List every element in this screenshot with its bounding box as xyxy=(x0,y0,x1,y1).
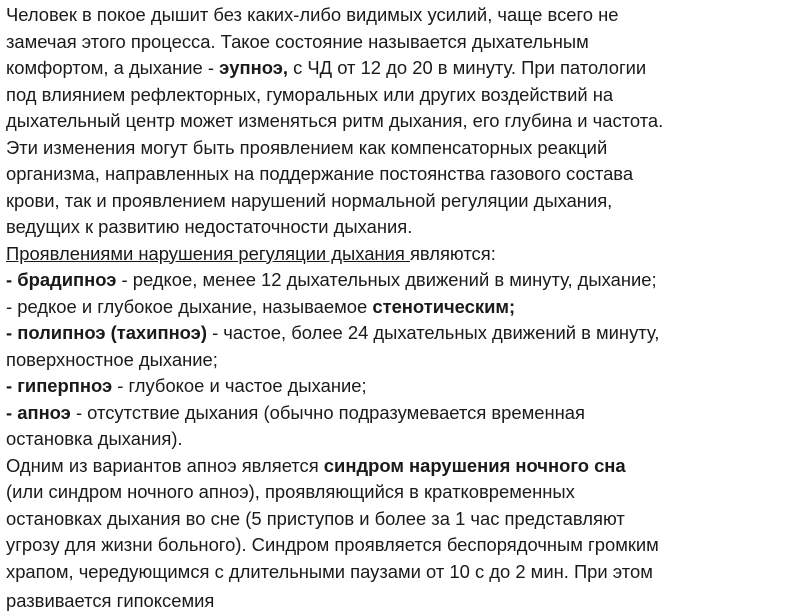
text-segment: - глубокое и частое дыхание; xyxy=(112,375,367,396)
term-polypnea: - полипноэ (тахипноэ) xyxy=(6,322,207,343)
text-segment: - отсутствие дыхания (обычно подразумевается временная xyxy=(70,401,585,423)
text-segment: комфортом, а дыхание - xyxy=(6,57,220,78)
text-line: замечая этого процесса. Такое состояние называется дыхательным xyxy=(6,30,589,52)
text-line: остановках дыхания во сне (5 приступов и более за 1 час представляют xyxy=(6,507,625,529)
text-line: под влиянием рефлекторных, гуморальных или других воздействий на xyxy=(6,83,614,105)
text-line: Человек в покое дышит без каких-либо видимых усилий, чаще всего не xyxy=(6,4,619,25)
document-body xyxy=(6,2,796,585)
text-segment: - редкое, менее 12 дыхательных движений в минуту, дыхание; xyxy=(116,269,657,290)
term-hyperpnea: - гиперпноэ xyxy=(6,375,113,396)
text-line: остановка дыхания). xyxy=(6,428,183,449)
text-line xyxy=(6,453,796,480)
cut-off-line xyxy=(6,588,796,615)
text-line: дыхательный центр может изменяться ритм дыхания, его глубина и частота. xyxy=(6,110,664,131)
text-line: поверхностное дыхание; xyxy=(6,348,218,370)
section-heading: Проявлениями нарушения регуляции дыхания xyxy=(6,242,410,264)
list-item-apnea xyxy=(6,400,796,427)
section-heading-tail: являются: xyxy=(409,242,496,264)
list-item-stenotic xyxy=(6,294,796,321)
text-line: развивается гипоксемия xyxy=(6,590,215,611)
text-line: крови, так и проявлением нарушений нормальной регуляции дыхания, xyxy=(6,189,613,211)
list-item-polypnea xyxy=(6,320,796,347)
term-stenotic: стенотическим; xyxy=(372,295,516,317)
term-eupnea: эупноэ, xyxy=(219,57,288,78)
text-line: Эти изменения могут быть проявлением как компенсаторных реакций xyxy=(6,136,608,158)
term-bradypnea: - брадипноэ xyxy=(6,269,117,290)
text-segment: - частое, более 24 дыхательных движений в минуту, xyxy=(206,322,660,343)
text-line: храпом, чередующимся с длительными паузами от 10 с до 2 мин. При этом xyxy=(6,560,653,582)
term-apnea: - апноэ xyxy=(6,401,71,423)
list-item-hyperpnea xyxy=(6,373,796,400)
text-segment: с ЧД от 12 до 20 в минуту. При патологии xyxy=(287,57,647,78)
text-line: организма, направленных на поддержание постоянства газового состава xyxy=(6,163,634,184)
term-sleep-apnea-syndrome: синдром нарушения ночного сна xyxy=(323,454,626,476)
cut-off-line-container xyxy=(0,590,800,611)
text-segment: - редкое и глубокое дыхание, называемое xyxy=(6,295,373,317)
text-line: (или синдром ночного апноэ), проявляющийся в кратковременных xyxy=(6,481,575,502)
text-segment: Одним из вариантов апноэ является xyxy=(6,454,324,476)
text-line xyxy=(6,55,796,82)
section-heading-line xyxy=(6,241,796,268)
text-line: ведущих к развитию недостаточности дыхания. xyxy=(6,216,413,237)
text-line: угрозу для жизни больного). Синдром проявляется беспорядочным громким xyxy=(6,534,659,555)
list-item-bradypnea xyxy=(6,267,796,294)
